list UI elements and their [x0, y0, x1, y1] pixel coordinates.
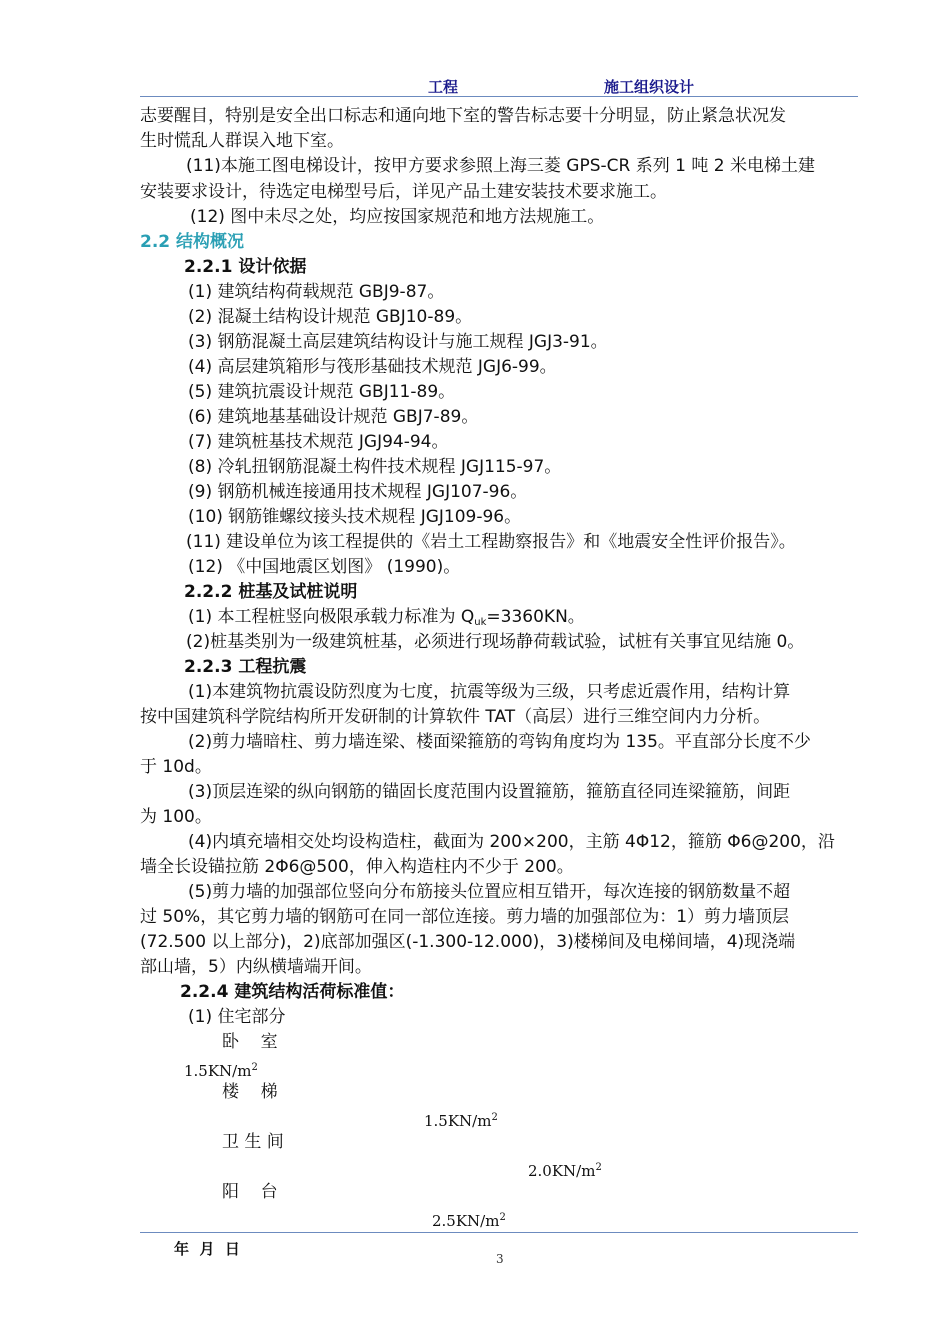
- basis-item: (2) 混凝土结构设计规范 GBJ10-89。: [188, 307, 473, 327]
- intro-line-2: 生时慌乱人群误入地下室。: [140, 131, 344, 151]
- seismic-item-1-b: 按中国建筑科学院结构所开发研制的计算软件 TAT（高层）进行三维空间内力分析。: [140, 707, 771, 727]
- section-title: 2.2 结构概况: [140, 232, 245, 252]
- header-project-label: 工程: [428, 78, 459, 96]
- load-value: $2.5KN/m^2$: [432, 1212, 506, 1230]
- seismic-item-4-a: (4)内填充墙相交处均设构造柱，截面为 200×200，主筋 4Φ12，箍筋 Φ6@200，沿: [188, 832, 835, 852]
- load-name: 阳 台: [222, 1182, 278, 1202]
- load-name: 楼 梯: [222, 1082, 278, 1102]
- seismic-item-3-b: 为 100。: [140, 807, 212, 827]
- intro-line-1: 志要醒目，特别是安全出口标志和通向地下室的警告标志要十分明显，防止紧急状况发: [140, 106, 786, 126]
- seismic-item-2-a: (2)剪力墙暗柱、剪力墙连梁、楼面梁箍筋的弯钩角度均为 135。平直部分长度不少: [188, 732, 811, 752]
- seismic-title: 2.2.3 工程抗震: [184, 657, 307, 677]
- seismic-item-2-b: 于 10d。: [140, 757, 212, 777]
- basis-item: (11) 建设单位为该工程提供的《岩土工程勘察报告》和《地震安全性评价报告》。: [186, 532, 796, 552]
- basis-item: (12) 《中国地震区划图》 (1990)。: [188, 557, 461, 577]
- load-name: 卧 室: [222, 1032, 278, 1052]
- basis-item: (9) 钢筋机械连接通用技术规程 JGJ107-96。: [188, 482, 528, 502]
- basis-item: (7) 建筑桩基技术规范 JGJ94-94。: [188, 432, 449, 452]
- basis-item: (1) 建筑结构荷载规范 GBJ9-87。: [188, 282, 445, 302]
- page-number: 3: [496, 1252, 504, 1266]
- intro-item-12: (12) 图中未尽之处，均应按国家规范和地方法规施工。: [190, 207, 605, 227]
- seismic-item-5-c: (72.500 以上部分)，2)底部加强区(-1.300-12.000)，3)楼梯间及电梯间墙，4)现浇端: [140, 932, 796, 952]
- basis-item: (5) 建筑抗震设计规范 GBJ11-89。: [188, 382, 456, 402]
- header-rule: [140, 96, 858, 97]
- basis-item: (10) 钢筋锥螺纹接头技术规程 JGJ109-96。: [188, 507, 522, 527]
- footer-rule: [140, 1232, 858, 1233]
- seismic-item-3-a: (3)顶层连梁的纵向钢筋的锚固长度范围内设置箍筋，箍筋直径同连梁箍筋，间距: [188, 782, 791, 802]
- basis-item: (3) 钢筋混凝土高层建筑结构设计与施工规程 JGJ3-91。: [188, 332, 608, 352]
- pile-item-2: (2)桩基类别为一级建筑桩基，必须进行现场静荷载试验，试桩有关事宜见结施 0。: [186, 632, 805, 652]
- seismic-item-1-a: (1)本建筑物抗震设防烈度为七度，抗震等级为三级，只考虑近震作用，结构计算: [188, 682, 791, 702]
- load-subtitle: (1) 住宅部分: [188, 1007, 286, 1027]
- intro-item-11-b: 安装要求设计，待选定电梯型号后，详见产品土建安装技术要求施工。: [140, 182, 667, 202]
- intro-item-11-a: (11)本施工图电梯设计，按甲方要求参照上海三菱 GPS-CR 系列 1 吨 2 米电梯土建: [186, 156, 815, 176]
- load-value: $1.5KN/m^2$: [424, 1112, 498, 1130]
- load-name: 卫 生 间: [222, 1132, 284, 1152]
- basis-title: 2.2.1 设计依据: [184, 257, 307, 277]
- pile-item-1: (1) 本工程桩竖向极限承载力标准为 Quk=3360KN。: [188, 607, 585, 628]
- seismic-item-5-b: 过 50%，其它剪力墙的钢筋可在同一部位连接。剪力墙的加强部位为：1）剪力墙顶层: [140, 907, 790, 927]
- header-doc-title: 施工组织设计: [604, 78, 695, 96]
- basis-item: (6) 建筑地基基础设计规范 GBJ7-89。: [188, 407, 479, 427]
- seismic-item-5-a: (5)剪力墙的加强部位竖向分布筋接头位置应相互错开，每次连接的钢筋数量不超: [188, 882, 791, 902]
- pile-title: 2.2.2 桩基及试桩说明: [184, 582, 358, 602]
- footer-date: 年 月 日: [174, 1240, 240, 1258]
- seismic-item-4-b: 墙全长设锚拉筋 2Φ6@500，伸入构造柱内不少于 200。: [140, 857, 574, 877]
- basis-item: (8) 冷轧扭钢筋混凝土构件技术规程 JGJ115-97。: [188, 457, 562, 477]
- load-title: 2.2.4 建筑结构活荷标准值：: [180, 982, 405, 1002]
- basis-item: (4) 高层建筑箱形与筏形基础技术规范 JGJ6-99。: [188, 357, 557, 377]
- load-value: $1.5KN/m^2$: [184, 1062, 258, 1080]
- seismic-item-5-d: 部山墙，5）内纵横墙端开间。: [140, 957, 372, 977]
- load-value: $2.0KN/m^2$: [528, 1162, 602, 1180]
